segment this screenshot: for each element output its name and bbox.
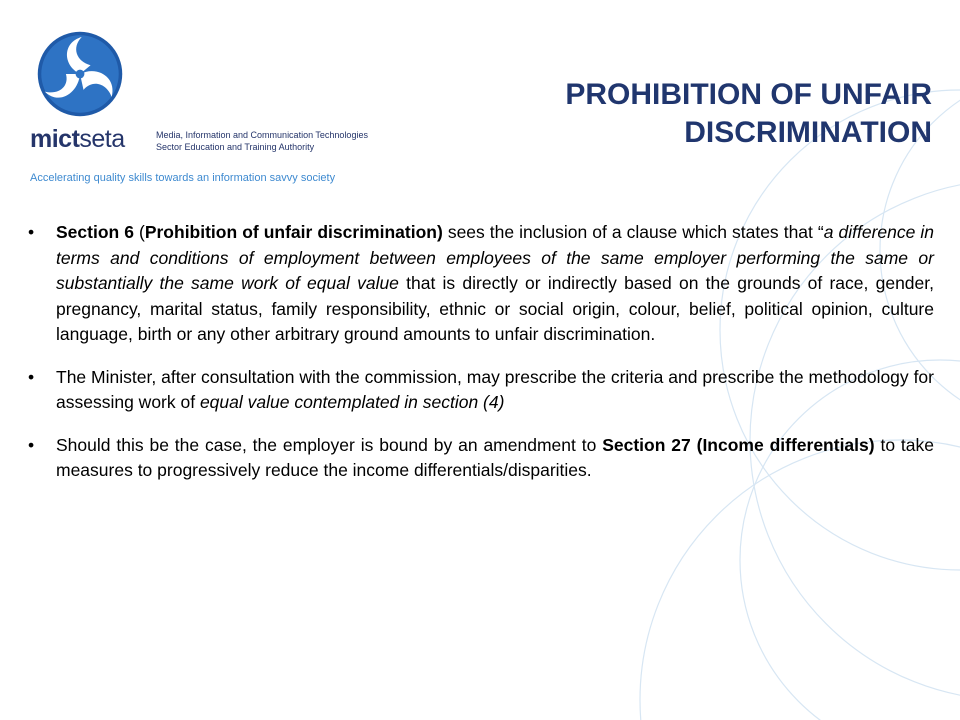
triskelion-logo-icon bbox=[36, 30, 124, 118]
logo-tagline: Accelerating quality skills towards an information savvy society bbox=[30, 172, 336, 184]
bullet-section-27: • Should this be the case, the employer is bound by an amendment to Section 27 (Income differentials) to take measures to progressively reduce the income differentials/disparities. bbox=[28, 434, 935, 480]
title-line-2: DISCRIMINATION bbox=[684, 116, 932, 149]
bullet-section-6: • Section 6 (Prohibition of unfair discrimination) sees the inclusion of a clause which states that “a difference in terms and conditions of employment between employees of the same employer performing the same or substantially the same work of equal value that is directly or indirectly based on the grounds of race, gender, pregnancy, marital status, family responsibility, ethnic or social origin, colour, belief, political opinion, culture language, birth or any other arbitrary ground amounts to unfair discrimination. bbox=[28, 222, 934, 344]
bullet-marker: • bbox=[28, 366, 35, 387]
org-full-name bbox=[156, 129, 368, 153]
bullet-marker: • bbox=[28, 222, 35, 242]
slide-title bbox=[432, 76, 932, 152]
logo-wordmark: mictseta bbox=[30, 125, 125, 153]
bullet-list bbox=[28, 220, 934, 501]
bullet-minister: • The Minister, after consultation with the commission, may prescribe the criteria and prescribe the methodology for assessing work of equal value contemplated in section (4) bbox=[28, 366, 934, 412]
org-name-line-1: Media, Information and Communication Technologies bbox=[156, 130, 368, 140]
title-line-1: PROHIBITION OF UNFAIR bbox=[565, 78, 932, 111]
bullet-marker: • bbox=[28, 434, 35, 455]
org-name-line-2: Sector Education and Training Authority bbox=[156, 142, 315, 152]
mictseta-logo bbox=[28, 30, 400, 190]
